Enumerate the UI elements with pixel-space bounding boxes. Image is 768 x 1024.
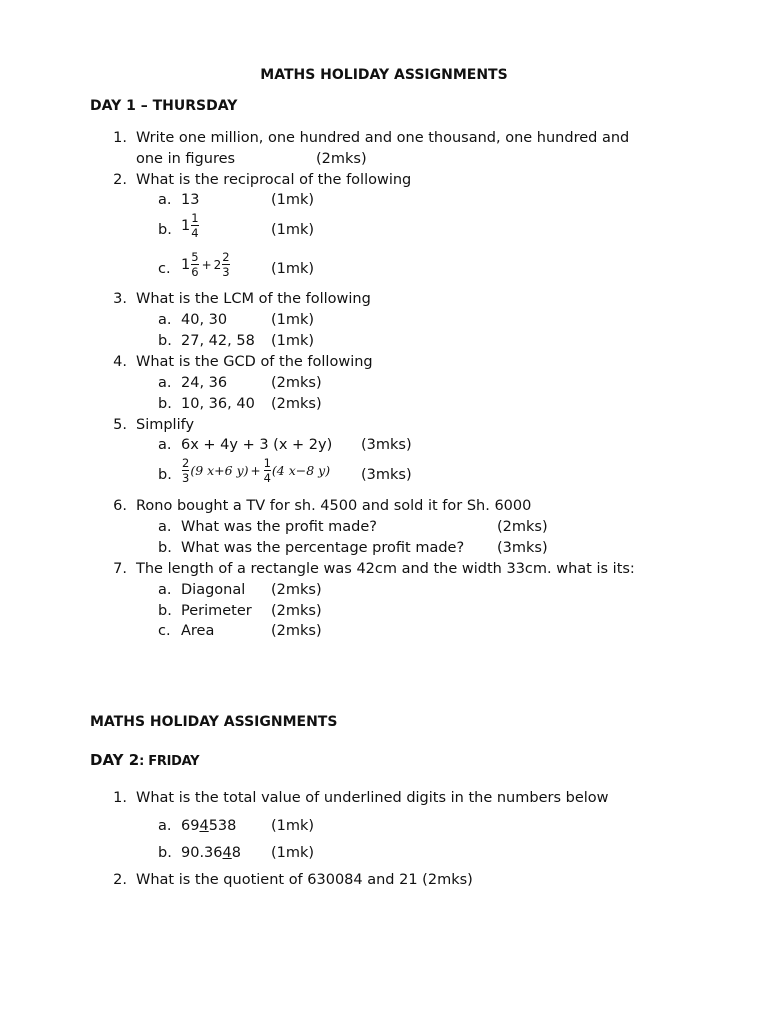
- q7b-label: b.: [158, 603, 172, 619]
- q3b-marks: (1mk): [271, 333, 315, 349]
- q2b-marks: (1mk): [271, 222, 315, 238]
- q7b-value: Perimeter: [181, 603, 252, 619]
- q2a-value: 13: [181, 192, 200, 208]
- q5b-expr1: (9 x+6 y): [190, 462, 249, 478]
- q5b-fraction1: [182, 457, 189, 485]
- d2q2-text: What is the quotient of 630084 and 21 (2mks): [136, 872, 473, 888]
- q1-number: 1.: [113, 130, 127, 146]
- q6a-value: What was the profit made?: [181, 519, 377, 535]
- q1-marks: (2mks): [316, 151, 367, 167]
- d2q1b-marks: (1mk): [271, 845, 315, 861]
- q5-number: 5.: [113, 417, 127, 433]
- q5b-expr2: (4 x−8 y): [271, 462, 331, 478]
- q5b-denominator1: 3: [182, 471, 190, 486]
- d2q1b-underlined-digit: 4: [222, 845, 232, 861]
- q5b-fraction2: [264, 457, 271, 485]
- q3a-marks: (1mk): [271, 312, 315, 328]
- q7c-label: c.: [158, 623, 171, 639]
- q7b-marks: (2mks): [271, 603, 322, 619]
- q6a-marks: (2mks): [497, 519, 548, 535]
- q5b-numerator2: 1: [263, 456, 271, 470]
- d2q1a-post: 538: [208, 818, 237, 834]
- q2c-whole2: 2: [213, 258, 222, 273]
- q2c-whole1: 1: [181, 256, 191, 273]
- q2b-numerator: 1: [191, 211, 199, 225]
- q2c-numerator2: 2: [222, 250, 230, 264]
- d2q1-number: 1.: [113, 790, 127, 806]
- day1-heading: DAY 1 – THURSDAY: [90, 98, 238, 114]
- day2-heading: [90, 753, 199, 768]
- q5-text: Simplify: [136, 417, 195, 433]
- q5b-marks: (3mks): [361, 467, 412, 483]
- q5b-operator: +: [250, 464, 261, 479]
- q2c-fraction1: [191, 251, 198, 279]
- q3-text: What is the LCM of the following: [136, 291, 371, 307]
- q6-number: 6.: [113, 498, 127, 514]
- q5a-label: a.: [158, 437, 172, 453]
- q2c-denominator2: 3: [222, 265, 230, 280]
- q4a-label: a.: [158, 375, 172, 391]
- q6b-label: b.: [158, 540, 172, 556]
- q3a-label: a.: [158, 312, 172, 328]
- q2a-label: a.: [158, 192, 172, 208]
- q2b-label: b.: [158, 222, 172, 238]
- q7a-marks: (2mks): [271, 582, 322, 598]
- q7-number: 7.: [113, 561, 127, 577]
- q3b-value: 27, 42, 58: [181, 333, 255, 349]
- q6-text: Rono bought a TV for sh. 4500 and sold it for Sh. 6000: [136, 498, 532, 514]
- page-title: MATHS HOLIDAY ASSIGNMENTS: [260, 67, 508, 83]
- q7-text: The length of a rectangle was 42cm and the width 33cm. what is its:: [136, 561, 635, 577]
- q2b-whole: 1: [181, 217, 191, 234]
- q2c-operator: +: [201, 258, 212, 273]
- q2c-numerator1: 5: [191, 250, 199, 264]
- q4-text: What is the GCD of the following: [136, 354, 373, 370]
- q6b-value: What was the percentage profit made?: [181, 540, 465, 556]
- q7c-value: Area: [181, 623, 215, 639]
- q2c-label: c.: [158, 261, 171, 277]
- q2c-value: [181, 251, 231, 279]
- q5a-value: 6x + 4y + 3 (x + 2y): [181, 437, 333, 453]
- q4a-marks: (2mks): [271, 375, 322, 391]
- q7a-label: a.: [158, 582, 172, 598]
- q2c-marks: (1mk): [271, 261, 315, 277]
- q7a-value: Diagonal: [181, 582, 246, 598]
- q1-text: Write one million, one hundred and one thousand, one hundred and: [136, 130, 630, 146]
- q2c-denominator1: 6: [191, 265, 199, 280]
- d2q1-text: What is the total value of underlined digits in the numbers below: [136, 790, 609, 806]
- q5b-numerator1: 2: [182, 456, 190, 470]
- q6a-label: a.: [158, 519, 172, 535]
- q2c-fraction2: [222, 251, 229, 279]
- q4b-label: b.: [158, 396, 172, 412]
- q1-text-line2: one in figures: [136, 151, 236, 167]
- q3b-label: b.: [158, 333, 172, 349]
- d2q1b-pre: 90.36: [181, 845, 223, 861]
- section2-title: MATHS HOLIDAY ASSIGNMENTS: [90, 714, 338, 730]
- d2q1b-post: 8: [231, 845, 241, 861]
- q6b-marks: (3mks): [497, 540, 548, 556]
- q7c-marks: (2mks): [271, 623, 322, 639]
- d2q1a-label: a.: [158, 818, 172, 834]
- q4b-value: 10, 36, 40: [181, 396, 255, 412]
- q2-number: 2.: [113, 172, 127, 188]
- q2b-value: [181, 212, 200, 240]
- q4a-value: 24, 36: [181, 375, 228, 391]
- d2q2-number: 2.: [113, 872, 127, 888]
- q5b-label: b.: [158, 467, 172, 483]
- d2q1b-value: [181, 846, 241, 861]
- day2-suffix: : FRIDAY: [139, 754, 200, 769]
- d2q1a-pre: 69: [181, 818, 200, 834]
- q2-text: What is the reciprocal of the following: [136, 172, 412, 188]
- q4-number: 4.: [113, 354, 127, 370]
- q3a-value: 40, 30: [181, 312, 228, 328]
- q5a-marks: (3mks): [361, 437, 412, 453]
- q5b-denominator2: 4: [263, 471, 271, 486]
- q2b-fraction: [191, 212, 198, 240]
- d2q1a-underlined-digit: 4: [199, 818, 209, 834]
- q2b-denominator: 4: [191, 226, 199, 241]
- d2q1a-value: [181, 819, 236, 834]
- q5b-value: [181, 457, 330, 485]
- day2-prefix: DAY 2: [90, 751, 140, 769]
- q4b-marks: (2mks): [271, 396, 322, 412]
- d2q1b-label: b.: [158, 845, 172, 861]
- q2a-marks: (1mk): [271, 192, 315, 208]
- d2q1a-marks: (1mk): [271, 818, 315, 834]
- q3-number: 3.: [113, 291, 127, 307]
